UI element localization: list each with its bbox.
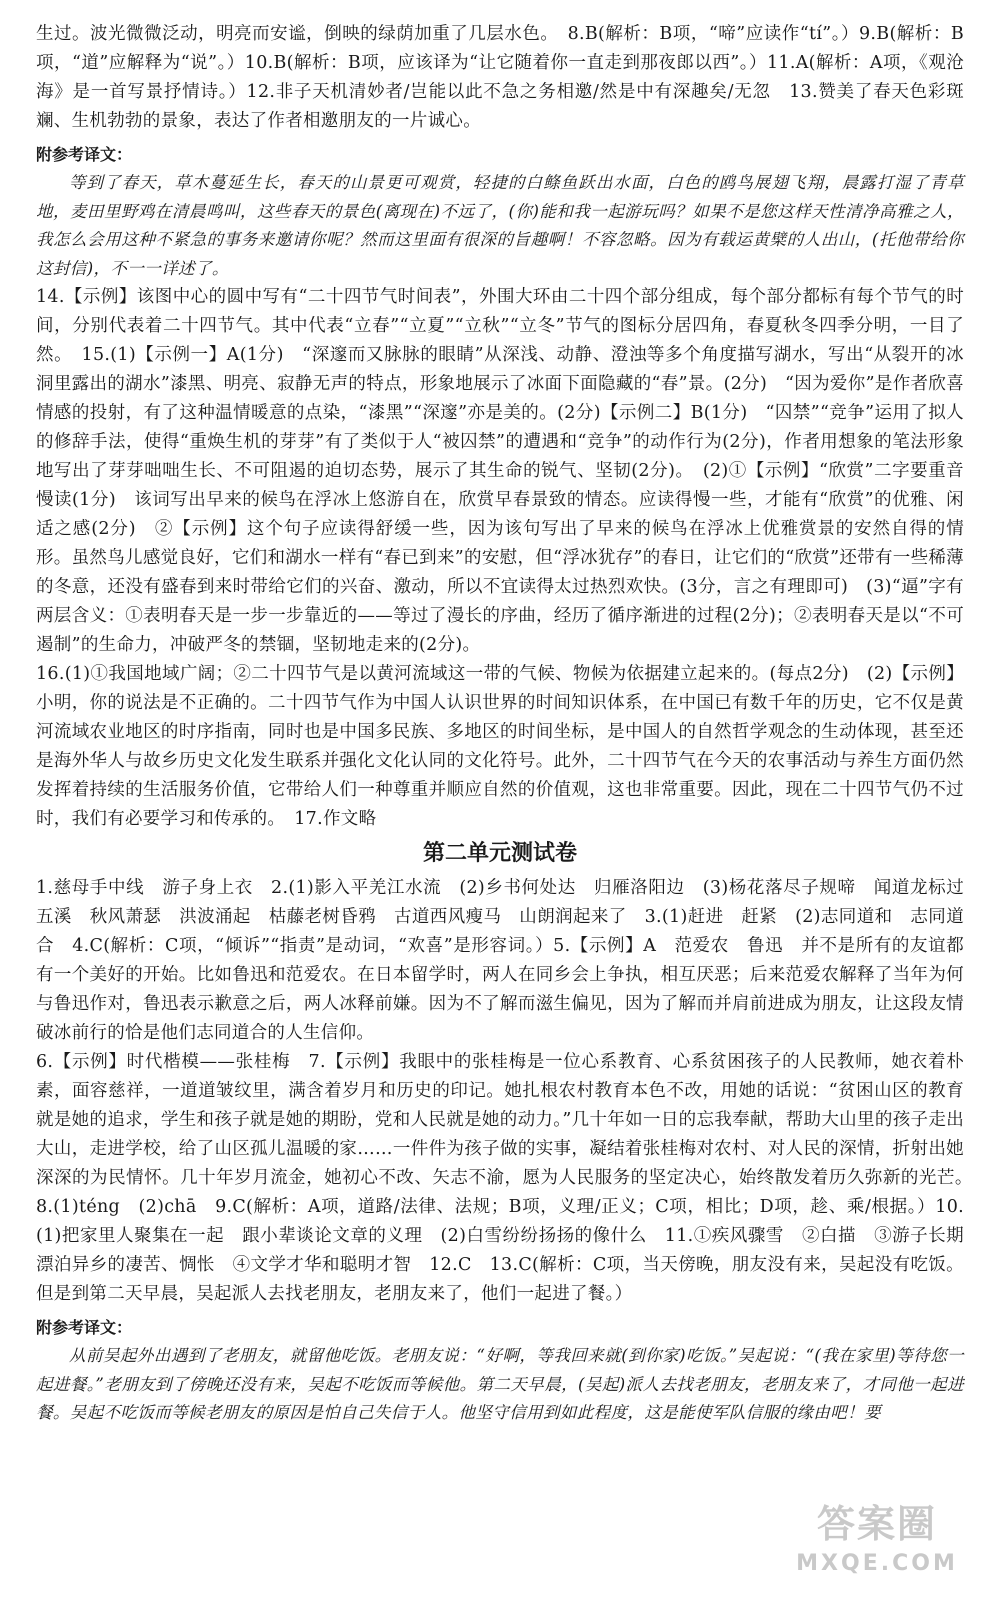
- answers-16-17-paragraph: 16.(1)①我国地域广阔；②二十四节气是以黄河流域这一带的气候、物候为依据建立起来的。(每点2分) (2)【示例】小明，你的说法是不正确的。二十四节气作为中国人认识世界的时间知识体系，在中国已有数千年的历史，它不仅是黄河流域农业地区的时序指南，同时也是中国多民族、多地区的时间坐标，是中国人的自然哲学观念的生动体现，甚至还是海外华人与故乡历史文化发生联系并强化文化认同的文化符号。此外，二十四节气在今天的农事活动与养生方面仍然发挥着持续的生活服务价值，它带给人们一种尊重并顺应自然的价值观，这也非常重要。因此，现在二十四节气仍不过时，我们有必要学习和传承的。 17.作文略: [36, 664, 964, 829]
- content-column: [36, 20, 982, 1428]
- watermark-sub-text: MXQE.COM: [796, 1551, 958, 1576]
- watermark-main-text: 答案圈: [816, 1502, 937, 1546]
- translation-text: 等到了春天，草木蔓延生长，春天的山景更可观赏，轻捷的白鲦鱼跃出水面，白色的鸥鸟展翅飞翔，晨露打湿了青草地，麦田里野鸡在清晨鸣叫，这些春天的景色(离现在)不远了，(你)能和我一起游玩吗？如果不是您这样天性清净高雅之人，我怎么会用这种不紧急的事务来邀请你呢？然而这里面有很深的旨趣啊！不容忽略。因为有载运黄檗的人出山，(托他带给你这封信)，不一一详述了。: [36, 173, 964, 278]
- section-title: 第二单元测试卷: [422, 841, 577, 866]
- watermark-logo: [772, 1498, 982, 1590]
- answers-14-15-paragraph: 14.【示例】该图中心的圆中写有“二十四节气时间表”，外围大环由二十四个部分组成，每个部分都标有每个节气的时间，分别代表着二十四节气。其中代表“立春”“立夏”“立秋”“立冬”节气的图标分居四角，春夏秋冬四季分明，一目了然。 15.(1)【示例一】A(1分) “深邃而又脉脉的眼睛”从深浅、动静、澄浊等多个角度描写湖水，写出“从裂开的冰洞里露出的湖水”漆黑、明亮、寂静无声的特点，形象地展示了冰面下面隐藏的“春”景。(2分) “因为爱你”是作者欣喜情感的投射，有了这种温情暖意的点染，“漆黑”“深邃”亦是美的。(2分)【示例二】B(1分) “囚禁”“竞争”运用了拟人的修辞手法，使得“重焕生机的芽芽”有了类似于人“被囚禁”的遭遇和“竞争”的动作行为(2分)，作者用想象的笔法形象地写出了芽芽咄咄生长、不可阻遏的迫切态势，展示了其生命的锐气、坚韧(2分)。 (2)①【示例】“欣赏”二字要重音慢读(1分) 该词写出早来的候鸟在浮冰上悠游自在，欣赏早春景致的情态。应读得慢一些，才能有“欣赏”的优雅、闲适之感(2分) ②【示例】这个句子应读得舒缓一些，因为该句写出了早来的候鸟在浮冰上优雅赏景的安然自得的情形。虽然鸟儿感觉良好，它们和湖水一样有“春已到来”的安慰，但“浮冰犹存”的春日，让它们的“欣赏”还带有一些稀薄的冬意，还没有盛春到来时带给它们的兴奋、激动，所以不宜读得太过热烈欢快。(3分，言之有理即可) (3)“逼”字有两层含义：①表明春天是一步一步靠近的——等过了漫长的序曲，经历了循序渐进的过程(2分)；②表明春天是以“不可遏制”的生命力，冲破严冬的禁锢，坚韧地走来的(2分)。: [36, 287, 964, 655]
- unit2-answers-6-13: 6.【示例】时代楷模——张桂梅 7.【示例】我眼中的张桂梅是一位心系教育、心系贫困孩子的人民教师，她衣着朴素，面容慈祥，一道道皱纹里，满含着岁月和历史的印记。她扎根农村教育本色不改，用她的话说：“贫困山区的教育就是她的追求，学生和孩子就是她的期盼，党和人民就是她的动力。”几十年如一日的忘我奉献，帮助大山里的孩子走出大山，走进学校，给了山区孤儿温暖的家……一件件为孩子做的实事，凝结着张桂梅对农村、对人民的深情，折射出她深深的为民情怀。几十年岁月流金，她初心不改、矢志不渝，愿为人民服务的坚定决心，始终散发着历久弥新的光芒。 8.(1)téng (2)chā 9.C(解析：A项，道路/法律、法规；B项，义理/正义；C项，相比；D项，趁、乘/根据。）10.(1)把家里人聚集在一起 跟小辈谈论文章的义理 (2)白雪纷纷扬扬的像什么 11.①疾风骤雪 ②白描 ③游子长期漂泊异乡的凄苦、惆怅 ④文学才华和聪明才智 12.C 13.C(解析：C项，当天傍晚，朋友没有来，吴起没有吃饭。但是到第二天早晨，吴起派人去找老朋友，老朋友来了，他们一起进了餐。）: [36, 1052, 982, 1304]
- translation-text-2: 从前吴起外出遇到了老朋友，就留他吃饭。老朋友说：“好啊，等我回来就(到你家)吃饭。”吴起说：“(我在家里)等待您一起进餐。”老朋友到了傍晚还没有来，吴起不吃饭而等候他。第二天早晨，(吴起)派人去找老朋友，老朋友来了，才同他一起进餐。吴起不吃饭而等候老朋友的原因是怕自己失信于人。他坚守信用到如此程度，这是能使军队信服的缘由吧！要: [36, 1346, 964, 1422]
- translation-label-2: 附参考译文：: [36, 1318, 133, 1337]
- translation-label: 附参考译文：: [36, 145, 133, 164]
- unit2-answers-1-5: 1.慈母手中线 游子身上衣 2.(1)影入平羌江水流 (2)乡书何处达 归雁洛阳边 (3)杨花落尽子规啼 闻道龙标过五溪 秋风萧瑟 洪波涌起 枯藤老树昏鸦 古道西风瘦马 山朗润起来了 3.(1)赶进 赶紧 (2)志同道和 志同道合 4.C(解析：C项，“倾诉”“指责”是动词，“欢喜”是形容词。）5.【示例】A 范爱农 鲁迅 并不是所有的友谊都有一个美好的开始。比如鲁迅和范爱农。在日本留学时，两人在同乡会上争执，相互厌恶；后来范爱农解释了当年为何与鲁迅作对，鲁迅表示歉意之后，两人冰释前嫌。因为不了解而滋生偏见，因为了解而并肩前进成为朋友，让这段友情破冰前行的恰是他们志同道合的人生信仰。: [36, 878, 964, 1043]
- answers-top-paragraph: 生过。波光微微泛动，明亮而安谧，倒映的绿荫加重了几层水色。 8.B(解析：B项，“啼”应读作“tí”。）9.B(解析：B项，“道”应解释为“说”。）10.B(解析：B项，应该译为“让它随着你一直走到那夜郎以西”。）11.A(解析：A项，《观沧海》是一首写景抒情诗。）12.非子天机清妙者/岂能以此不急之务相邀/然是中有深趣矣/无忽 13.赞美了春天色彩斑斓、生机勃勃的景象，表达了作者相邀朋友的一片诚心。: [36, 24, 964, 131]
